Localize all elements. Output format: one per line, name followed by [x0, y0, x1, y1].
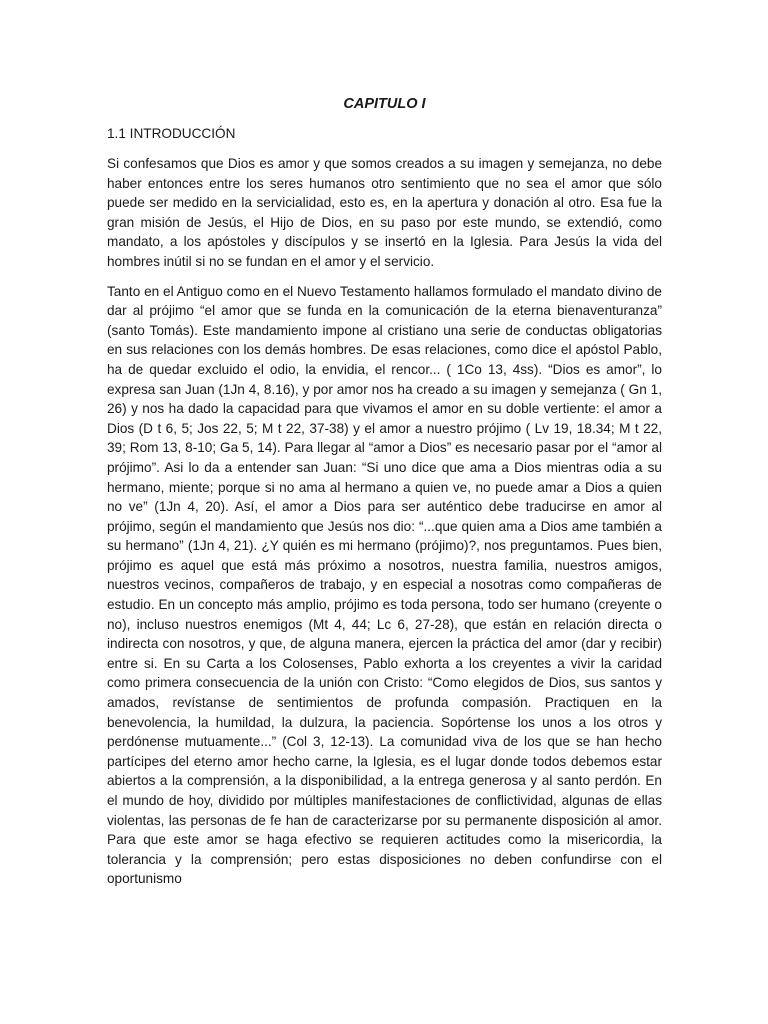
paragraph-1: Si confesamos que Dios es amor y que somos creados a su imagen y semejanza, no debe haber entonces entre los seres humanos otro sentimiento que no sea el amor que sólo puede ser medido en la servicialidad, esto es, en la apertura y donación al otro. Esa fue la gran misión de Jesús, el Hijo de Dios, en su paso por este mundo, se extendió, como mandato, a los apóstoles y discípulos y se insertó en la Iglesia. Para Jesús la vida del hombres inútil si no se fundan en el amor y el servicio. — [107, 156, 662, 269]
section-heading: 1.1 INTRODUCCIÓN — [107, 126, 236, 141]
chapter-title: CAPITULO I — [343, 96, 426, 112]
document-page — [107, 0, 662, 1024]
paragraph-2: Tanto en el Antiguo como en el Nuevo Testamento hallamos formulado el mandato divino de dar al prójimo “el amor que se funda en la comunicación de la eterna bienaventuranza” (santo Tomás). Este mandamiento impone al cristiano una serie de conductas obligatorias en sus relaciones con los demás hombres. De esas relaciones, como dice el apóstol Pablo, ha de quedar excluido el odio, la envidia, el rencor... ( 1Co 13, 4ss). “Dios es amor”, lo expresa san Juan (1Jn 4, 8.16), y por amor nos ha creado a su imagen y semejanza ( Gn 1, 26) y nos ha dado la capacidad para que vivamos el amor en su doble vertiente: el amor a Dios (D t 6, 5; Jos 22, 5; M t 22, 37-38) y el amor a nuestro prójimo ( Lv 19, 18.34; M t 22, 39; Rom 13, 8-10; Ga 5, 14). Para llegar al “amor a Dios” es necesario pasar por el “amor al prójimo”. Asi lo da a entender san Juan: “Si uno dice que ama a Dios mientras odia a su hermano, miente; porque si no ama al hermano a quien ve, no puede amar a Dios a quien no ve” (1Jn 4, 20). Así, el amor a Dios para ser auténtico debe traducirse en amor al prójimo, según el mandamiento que Jesús nos dio: “...que quien ama a Dios ame también a su hermano” (1Jn 4, 21). ¿Y quién es mi hermano (prójimo)?, nos preguntamos. Pues bien, prójimo es aquel que está más próximo a nosotros, nuestra familia, nuestros amigos, nuestros vecinos, compañeros de trabajo, y en especial a nosotras como compañeras de estudio. En un concepto más amplio, prójimo es toda persona, todo ser humano (creyente o no), incluso nuestros enemigos (Mt 4, 44; Lc 6, 27-28), que están en relación directa o indirecta con nosotros, y que, de alguna manera, ejercen la práctica del amor (dar y recibir) entre si. En su Carta a los Colosenses, Pablo exhorta a los creyentes a vivir la caridad como primera consecuencia de la unión con Cristo: “Como elegidos de Dios, sus santos y amados, revístanse de sentimientos de profunda compasión. Practiquen en la benevolencia, la humildad, la dulzura, la paciencia. Sopórtense los unos a los otros y perdónense mutuamente...” (Col 3, 12-13). La comunidad viva de los que se han hecho partícipes del eterno amor hecho carne, la Iglesia, es el lugar donde todos debemos estar abiertos a la comprensión, a la disponibilidad, a la entrega generosa y al santo perdón. En el mundo de hoy, dividido por múltiples manifestaciones de conflictividad, algunas de ellas violentas, las personas de fe han de caracterizarse por su permanente disposición al amor. Para que este amor se haga efectivo se requieren actitudes como la misericordia, la tolerancia y la comprensión; pero estas disposiciones no deben confundirse con el oportunismo — [107, 283, 662, 887]
